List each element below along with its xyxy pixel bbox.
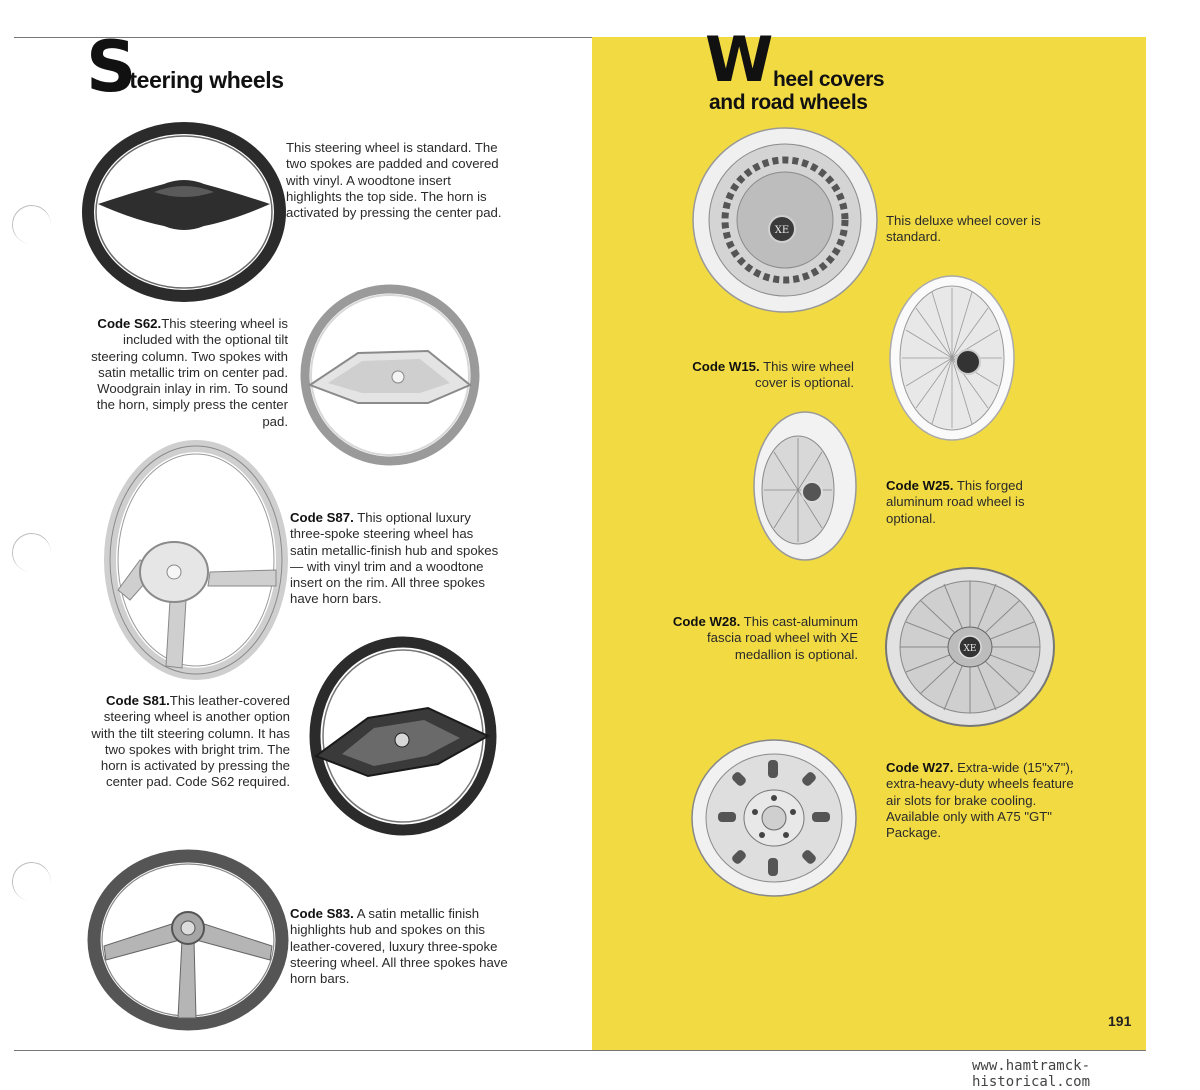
title-line-2: and road wheels [709,91,868,114]
caption-code: Code W25. [886,478,954,493]
binder-hole-mark [9,859,54,904]
caption-text: This cast-aluminum fascia road wheel with XE medallion is optional. [707,614,858,662]
caption-standard-cover [886,213,1066,246]
w25-forged-aluminum-wheel-image [752,410,858,562]
caption-text: Extra-wide (15"x7"), extra-heavy-duty wheels feature air slots for brake cooling. Available only with A75 "GT" Package. [886,760,1074,841]
standard-steering-wheel-image [84,122,284,302]
caption-code: Code S87. [290,510,354,525]
w28-cast-aluminum-wheel-image [884,566,1056,728]
xe-medallion-text: XE [774,225,790,236]
caption-w25 [886,478,1056,527]
caption-w28 [672,614,858,663]
caption-text: This wire wheel cover is optional. [755,359,854,391]
caption-text: This steering wheel is included with the optional tilt steering column. Two spokes with satin metallic trim on center pad. Woodgrain inlay in rim. To sound the horn, simply press the center pad. [91,316,288,429]
caption-text: This steering wheel is standard. The two spokes are padded and covered with vinyl. A woodtone insert highlights the top side. The horn is activated by pressing the center pad. [286,140,502,221]
caption-standard-steering [286,140,508,221]
caption-code: Code S81. [106,693,170,708]
title-line-1: heel covers [773,68,885,91]
caption-w27 [886,760,1082,841]
caption-code: Code W27. [886,760,954,775]
caption-s87 [290,510,500,608]
caption-code: Code W28. [672,614,741,629]
caption-s62 [80,316,288,430]
s81-steering-wheel-image [308,636,498,836]
watermark-url: www.hamtramck-historical.com [972,1058,1091,1090]
caption-text: This leather-covered steering wheel is another option with the tilt steering column. It has two spokes with bright trim. The horn is activated by pressing the center pad. Code S62 required. [91,693,290,790]
binder-hole-mark [9,202,54,247]
caption-text: This deluxe wheel cover is standard. [886,213,1041,245]
bottom-rule [14,1050,1146,1051]
s62-steering-wheel-image [300,285,480,465]
caption-text: This forged aluminum road wheel is optional. [886,478,1025,526]
caption-text: A satin metallic finish highlights hub and spokes on this leather-covered, luxury three-spoke steering wheel. All three spokes have horn bars. [290,906,508,987]
w27-heavy-duty-wheel-image [690,738,858,898]
steering-wheels-title [86,26,284,108]
s87-steering-wheel-image [100,440,290,680]
caption-code: Code S62. [97,316,162,331]
page-number: 191 [1108,1013,1132,1029]
title-initial: W [705,23,771,96]
caption-code: Code S83. [290,906,354,921]
caption-w15 [692,359,854,392]
wheel-covers-title [705,23,885,114]
xe-medallion-text: XE [963,644,977,654]
title-initial: S [86,26,134,108]
caption-text: This optional luxury three-spoke steering wheel has satin metallic-finish hub and spokes — with vinyl trim and a woodtone insert on the rim. All three spokes have horn bars. [290,510,499,607]
binder-hole-mark [9,530,54,575]
deluxe-wheel-cover-image [690,125,880,315]
s83-steering-wheel-image [88,850,288,1030]
title-rest: teering wheels [129,67,284,93]
caption-code: Code W15. [692,359,760,374]
caption-s83 [290,906,516,987]
caption-s81 [80,693,290,791]
w15-wire-wheel-cover-image [888,274,1016,442]
